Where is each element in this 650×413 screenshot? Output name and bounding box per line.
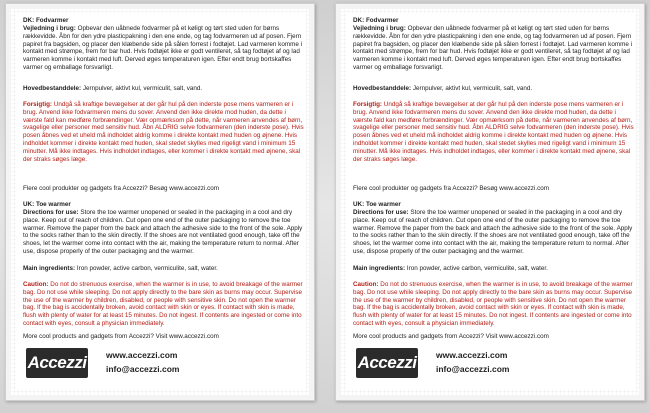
uk-ingredients-label: Main ingredients:: [23, 265, 76, 272]
uk-caution-label: Caution:: [23, 281, 49, 288]
dk-ingredients-text: Jernpulver, aktivt kul, vermiculit, salt, vand.: [81, 85, 203, 92]
dk-caution-text: Undgå så kraftige bevægelser at der går hul på den inderste pose mens varmeren er i brug. Anvend ikke fodvarmeren mens du sover. Anvend den ikke direkte mod huden, da dette i værste fald kan medføre forbrændinger. Vær opmærksom på dette, når varmeren anvendes af børn, svagelige eller personer med sensitiv hud. Åbn ALDRIG selve fodvarmeren (den inderste pose). Hvis posen åbnes ved et uheld må indholdet aldrig komme i direkte kontakt med huden og øjnene. Hvis indholdet kommer i direkte kontakt med huden, skal stedet skylles med rigeligt vand i minimum 15 minutter. Må ikke indtages. Hvis indholdet indtages, eller kommer i direkte kontakt med øjnene, skal der straks søges læge.: [23, 101, 304, 163]
dk-heading: DK: Fodvarmer: [353, 17, 399, 24]
uk-caution-text: Do not do strenuous exercise, when the warmer is in use, to avoid breakage of the warmer bag. Do not use while sleeping. Do not apply directly to the bare skin as burns may occur. Supervise the use of the warmer by children, disabled, or people with sensitive skin. Do not open the warmer bag. If the bag is accidentally broken, avoid contact with skin or eyes. If contact with skin is made, flush with plenty of water for at least 15 minutes. Do not ingest. If contents are ingested or come into contact with eyes, consult a physician immediately.: [23, 281, 303, 327]
dk-caution-text: Undgå så kraftige bevægelser at der går hul på den inderste pose mens varmeren er i brug. Anvend ikke fodvarmeren mens du sover. Anvend den ikke direkte mod huden, da dette i værste fald kan medføre forbrændinger. Vær opmærksom på dette, når varmeren anvendes af børn, svagelige eller personer med sensitiv hud. Åbn ALDRIG selve fodvarmeren (den inderste pose). Hvis posen åbnes ved et uheld må indholdet aldrig komme i direkte kontakt med huden og øjnene. Hvis indholdet kommer i direkte kontakt med huden, skal stedet skylles med rigeligt vand i minimum 15 minutter. Må ikke indtages. Hvis indholdet indtages, eller kommer i direkte kontakt med øjnene, skal der straks søges læge.: [353, 101, 634, 163]
dk-more: Flere cool produkter og gadgets fra Accezzi? Besøg www.accezzi.com: [23, 185, 219, 192]
accezzi-logo: Accezzi: [356, 348, 418, 378]
dk-ingredients: [353, 85, 635, 93]
dk-usage: [23, 25, 305, 72]
dk-caution-label: Forsigtig:: [23, 101, 53, 108]
label-card: [346, 13, 636, 390]
dk-caution: [23, 101, 305, 163]
uk-usage-label: Directions for use:: [23, 209, 79, 216]
dk-ingredients-label: Hovedbestanddele:: [23, 85, 82, 92]
uk-caution: [23, 281, 305, 328]
dk-usage-label: Vejledning i brug:: [23, 25, 76, 32]
dk-heading: DK: Fodvarmer: [23, 17, 69, 24]
dk-more: Flere cool produkter og gadgets fra Accezzi? Besøg www.accezzi.com: [353, 185, 549, 192]
uk-usage-text: Store the toe warmer unopened or sealed in the packaging in a cool and dry place. Keep out of reach of children. Cut open one end of the outer packaging to remove the toe warmer. Remove the paper from the back and attach the adhesive side to the front of the sole. Apply to the socks rather than to the skin directly. If the shoes are not ventilated good enough, take off the shoes, let the warmer come into contact with the air, making the temperature return to normal. After use, dispose properly of the outer packaging and the warmer.: [353, 209, 633, 255]
uk-caution-text: Do not do strenuous exercise, when the warmer is in use, to avoid breakage of the warmer bag. Do not use while sleeping. Do not apply directly to the bare skin as burns may occur. Supervise the use of the warmer by children, disabled, or people with sensitive skin. Do not open the warmer bag. If the bag is accidentally broken, avoid contact with skin or eyes. If contact with skin is made, flush with plenty of water for at least 15 minutes. Do not ingest. If contents are ingested or come into contact with eyes, consult a physician immediately.: [353, 281, 633, 327]
uk-caution-label: Caution:: [353, 281, 379, 288]
dk-caution: [353, 101, 635, 163]
uk-ingredients-text: Iron powder, active carbon, vermiculite, salt, water.: [75, 265, 218, 272]
email-text: info@accezzi.com: [106, 364, 180, 374]
dk-usage-text: Opbevar den uåbnede fodvarmer på et køligt og tørt sted uden for børns rækkevidde. Åbn for den ydre plasticpakning i den ene ende, og tag fodvarmeren ud af posen. Fjern papiret fra bagsiden, og placer den klæbende side på sålen forrest i fodtøjet. Lad varmeren komme i kontakt med strømpe, frem for bar hud. Hvis fodtøjet ikke er godt ventileret, så tag fodtøjet af og lad varmeren komme i kontakt med luft. Derved øges temperaturen igen. Efter endt brug bortskaffes varmer og emballage forsvarligt.: [23, 25, 302, 71]
website-text: www.accezzi.com: [436, 350, 508, 360]
uk-usage-text: Store the toe warmer unopened or sealed in the packaging in a cool and dry place. Keep out of reach of children. Cut open one end of the outer packaging to remove the toe warmer. Remove the paper from the back and attach the adhesive side to the front of the sole. Apply to the socks rather than to the skin directly. If the shoes are not ventilated good enough, take off the shoes, let the warmer come into contact with the air, making the temperature return to normal. After use, dispose properly of the outer packaging and the warmer.: [23, 209, 303, 255]
dk-usage: [353, 25, 635, 72]
dk-caution-label: Forsigtig:: [353, 101, 383, 108]
uk-usage: [23, 209, 305, 256]
uk-usage: [353, 209, 635, 256]
uk-usage-label: Directions for use:: [353, 209, 409, 216]
dk-usage-text: Opbevar den uåbnede fodvarmer på et køligt og tørt sted uden for børns rækkevidde. Åbn for den ydre plasticpakning i den ene ende, og tag fodvarmeren ud af posen. Fjern papiret fra bagsiden, og placer den klæbende side på sålen forrest i fodtøjet. Lad varmeren komme i kontakt med strømpe, frem for bar hud. Hvis fodtøjet ikke er godt ventileret, så tag fodtøjet af og lad varmeren komme i kontakt med luft. Derved øges temperaturen igen. Efter endt brug bortskaffes varmer og emballage forsvarligt.: [353, 25, 632, 71]
uk-more: More cool products and gadgets from Accezzi? Visit www.accezzi.com: [353, 333, 549, 340]
dk-usage-label: Vejledning i brug:: [353, 25, 406, 32]
label-card: [16, 13, 306, 390]
dk-ingredients-text: Jernpulver, aktivt kul, vermiculit, salt, vand.: [411, 85, 533, 92]
uk-ingredients: [23, 265, 305, 273]
uk-caution: [353, 281, 635, 328]
uk-ingredients-text: Iron powder, active carbon, vermiculite, salt, water.: [405, 265, 548, 272]
uk-heading: UK: Toe warmer: [353, 201, 401, 208]
website-text: www.accezzi.com: [106, 350, 178, 360]
product-label-right: [335, 3, 645, 401]
dk-ingredients: [23, 85, 305, 93]
accezzi-logo: Accezzi: [26, 348, 88, 378]
product-label-left: [5, 3, 315, 401]
uk-ingredients-label: Main ingredients:: [353, 265, 406, 272]
uk-ingredients: [353, 265, 635, 273]
email-text: info@accezzi.com: [436, 364, 510, 374]
uk-heading: UK: Toe warmer: [23, 201, 71, 208]
uk-more: More cool products and gadgets from Accezzi? Visit www.accezzi.com: [23, 333, 219, 340]
dk-ingredients-label: Hovedbestanddele:: [353, 85, 412, 92]
